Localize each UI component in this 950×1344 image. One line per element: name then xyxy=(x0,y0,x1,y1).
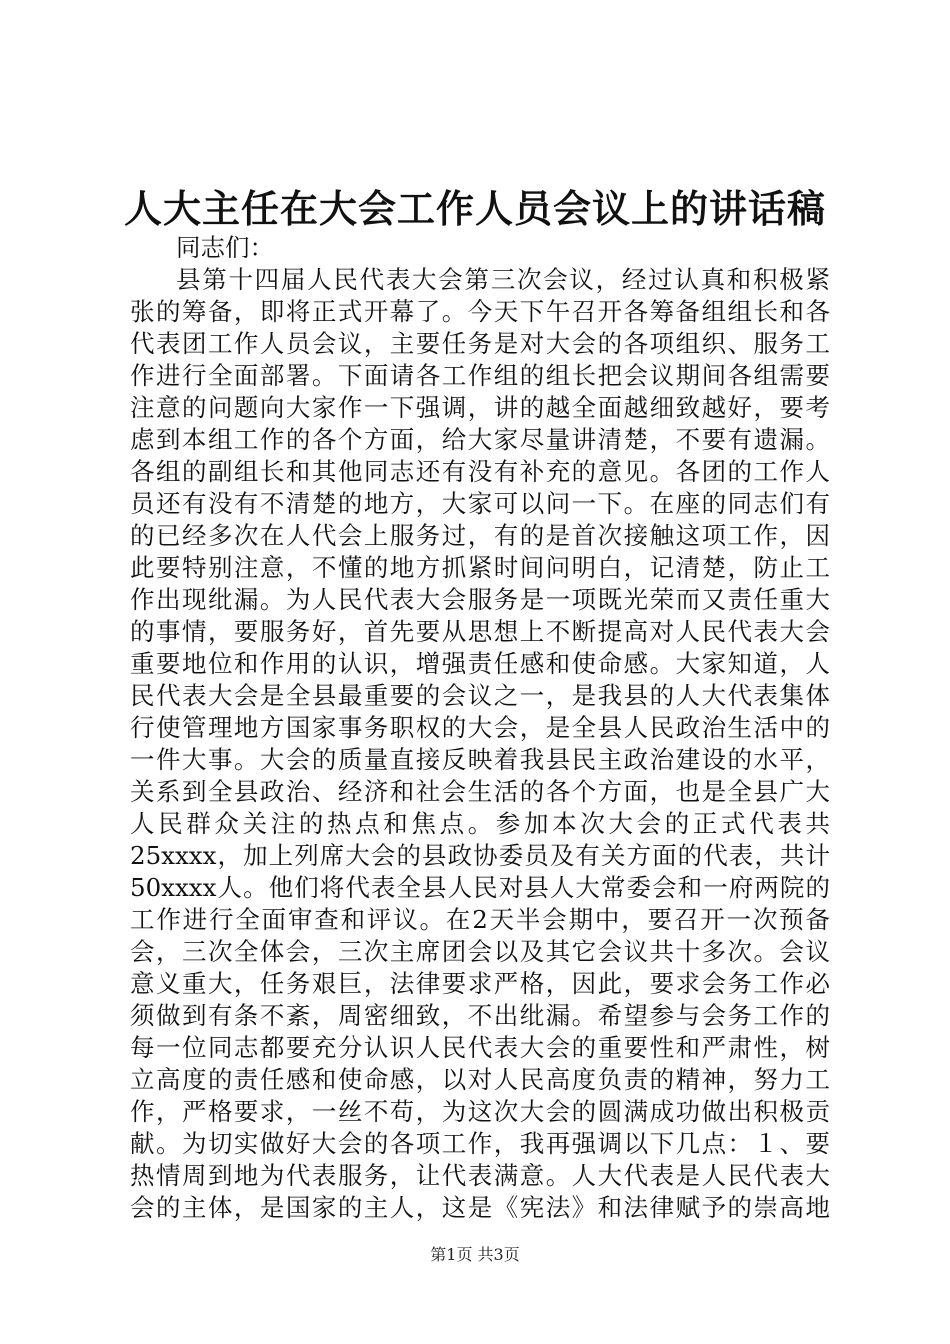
paragraph-line: 工作进行全面审查和评议。在2天半会期中，要召开一次预备 xyxy=(130,905,830,934)
paragraph-line: 每一位同志都要充分认识人民代表大会的重要性和严肃性，树 xyxy=(130,1033,830,1062)
page-number-footer: 第1页 共3页 xyxy=(430,1245,520,1264)
paragraph-line: 的事情，要服务好，首先要从思想上不断提高对人民代表大会 xyxy=(130,617,830,646)
paragraph-line: 员还有没有不清楚的地方，大家可以问一下。在座的同志们有 xyxy=(130,489,830,518)
paragraph-line: 县第十四届人民代表大会第三次会议，经过认真和积极紧 xyxy=(176,265,830,294)
paragraph-line: 虑到本组工作的各个方面，给大家尽量讲清楚，不要有遗漏。 xyxy=(130,425,830,454)
paragraph-line: 的已经多次在人代会上服务过，有的是首次接触这项工作，因 xyxy=(130,521,830,550)
paragraph-line: 关系到全县政治、经济和社会生活的各个方面，也是全县广大 xyxy=(130,777,830,806)
paragraph-line: 热情周到地为代表服务，让代表满意。人大代表是人民代表大 xyxy=(130,1161,830,1190)
paragraph-line: 献。为切实做好大会的各项工作，我再强调以下几点：１、要 xyxy=(130,1129,830,1158)
paragraph-line: 民代表大会是全县最重要的会议之一，是我县的人大代表集体 xyxy=(130,681,830,710)
paragraph-line: 作进行全面部署。下面请各工作组的组长把会议期间各组需要 xyxy=(130,361,830,390)
paragraph-line: 50xxxx人。他们将代表全县人民对县人大常委会和一府两院的 xyxy=(130,873,830,902)
paragraph-line: 作，严格要求，一丝不苟，为这次大会的圆满成功做出积极贡 xyxy=(130,1097,830,1126)
paragraph-line: 会的主体，是国家的主人，这是《宪法》和法律赋予的崇高地 xyxy=(130,1193,830,1222)
paragraph-line: 人民群众关注的热点和焦点。参加本次大会的正式代表共 xyxy=(130,809,830,838)
paragraph-line: 此要特别注意，不懂的地方抓紧时间问明白，记清楚，防止工 xyxy=(130,553,830,582)
paragraph-line: 各组的副组长和其他同志还有没有补充的意见。各团的工作人 xyxy=(130,457,830,486)
page-title: 人大主任在大会工作人员会议上的讲话稿 xyxy=(123,186,826,231)
paragraph-line: 会，三次全体会，三次主席团会以及其它会议共十多次。会议 xyxy=(130,937,830,966)
document-body xyxy=(130,232,830,1224)
paragraph-line: 25xxxx，加上列席大会的县政协委员及有关方面的代表，共计 xyxy=(130,841,830,870)
paragraph-line: 代表团工作人员会议，主要任务是对大会的各项组织、服务工 xyxy=(130,329,830,358)
salutation: 同志们： xyxy=(176,233,274,262)
paragraph-line: 张的筹备，即将正式开幕了。今天下午召开各筹备组组长和各 xyxy=(130,297,830,326)
paragraph-line: 注意的问题向大家作一下强调，讲的越全面越细致越好，要考 xyxy=(130,393,830,422)
paragraph-line: 一件大事。大会的质量直接反映着我县民主政治建设的水平， xyxy=(130,745,830,774)
paragraph-line: 重要地位和作用的认识，增强责任感和使命感。大家知道，人 xyxy=(130,649,830,678)
paragraph-line: 立高度的责任感和使命感，以对人民高度负责的精神，努力工 xyxy=(130,1065,830,1094)
paragraph-line: 须做到有条不紊，周密细致，不出纰漏。希望参与会务工作的 xyxy=(130,1001,830,1030)
paragraph-line: 意义重大，任务艰巨，法律要求严格，因此，要求会务工作必 xyxy=(130,969,830,998)
paragraph-line: 行使管理地方国家事务职权的大会，是全县人民政治生活中的 xyxy=(130,713,830,742)
paragraph-line: 作出现纰漏。为人民代表大会服务是一项既光荣而又责任重大 xyxy=(130,585,830,614)
